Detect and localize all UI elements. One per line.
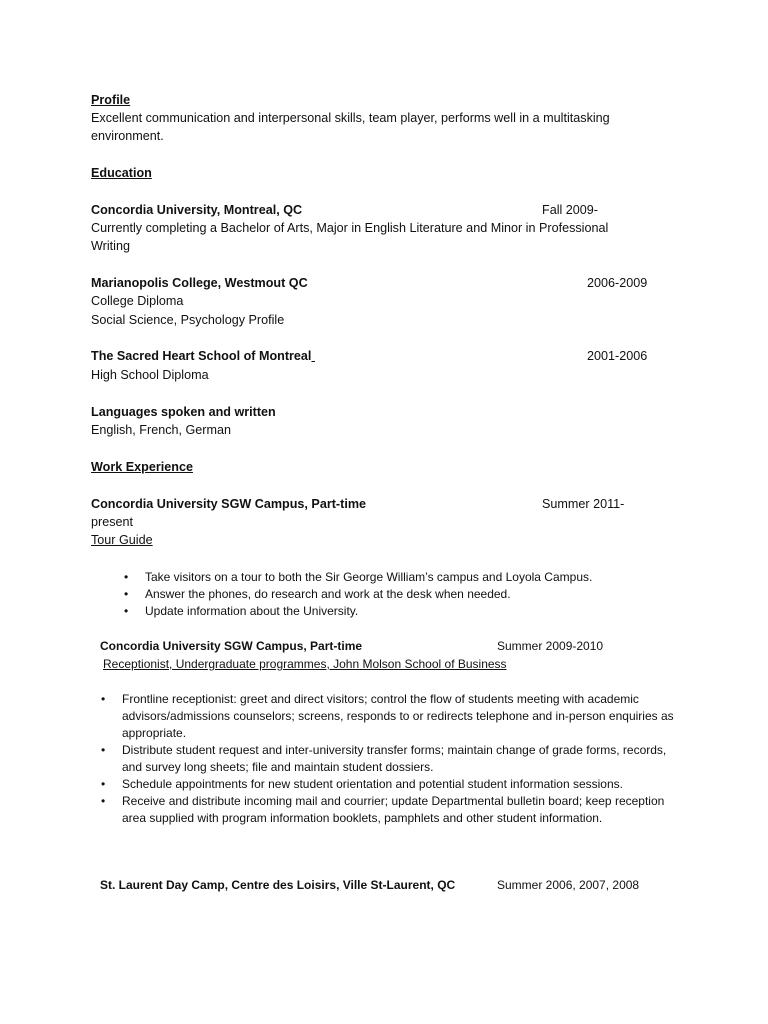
profile-text-line1: Excellent communication and interpersonal skills, team player, performs well in a multitasking [91, 111, 610, 125]
job-employer-1: Concordia University SGW Campus, Part-time [91, 497, 367, 511]
education-date-1: Fall 2009- [542, 203, 599, 217]
education-heading: Education [91, 166, 152, 180]
education-date-3: 2001-2006 [587, 349, 648, 363]
job-bullet: • Take visitors on a tour to both the Sir George William’s campus and Loyola Campus. [124, 570, 593, 584]
profile-text-line2: environment. [91, 129, 164, 143]
job-title-2: Receptionist, Undergraduate programmes, John Molson School of Business [103, 657, 507, 671]
education-school-1: Concordia University, Montreal, QC [91, 203, 303, 217]
job-bullet: • Receive and distribute incoming mail and courrier; update Departmental bulletin board; keep reception area supplied with program information booklets, pamphlets and other student information. [101, 794, 665, 825]
job-bullet: • Update information about the University. [124, 604, 359, 618]
job-date-1: Summer 2011- [542, 497, 625, 511]
languages-heading: Languages spoken and written [91, 405, 276, 419]
job-date-3: Summer 2006, 2007, 2008 [497, 878, 640, 892]
job-date-2: Summer 2009-2010 [497, 639, 604, 653]
job-bullet: • Distribute student request and inter-university transfer forms; maintain change of grade forms, records, and survey long sheets; file and maintain student dossiers. [101, 743, 667, 774]
education-detail-2b: Social Science, Psychology Profile [91, 313, 285, 327]
education-detail-2a: College Diploma [91, 294, 184, 308]
bullet-icon: • [124, 604, 129, 618]
bullet-icon: • [101, 794, 106, 808]
job-employer-3: St. Laurent Day Camp, Centre des Loisirs, Ville St-Laurent, QC [100, 878, 456, 892]
education-school-3: The Sacred Heart School of Montreal [91, 349, 312, 363]
job-title-1: Tour Guide [91, 533, 153, 547]
job-bullets-1 [124, 569, 705, 620]
bullet-icon: • [124, 587, 129, 601]
bullet-icon: • [101, 777, 106, 791]
job-employer-2: Concordia University SGW Campus, Part-time [100, 639, 363, 653]
bullet-icon: • [101, 743, 106, 757]
job-bullet: • Frontline receptionist: greet and direct visitors; control the flow of students meeting with academic advisors/admissions counselors; screens, responds to or redirects telephone and in-person enquiries as appropriate. [101, 692, 674, 740]
bullet-icon: • [124, 570, 129, 584]
job-bullets-2 [101, 691, 682, 827]
work-heading: Work Experience [91, 460, 193, 474]
education-detail-3a: High School Diploma [91, 368, 209, 382]
education-date-2: 2006-2009 [587, 276, 648, 290]
education-detail-1b: Writing [91, 239, 130, 253]
languages-text: English, French, German [91, 423, 231, 437]
job-bullet: • Answer the phones, do research and work at the desk when needed. [124, 587, 511, 601]
bullet-icon: • [101, 692, 106, 706]
job-bullet: • Schedule appointments for new student orientation and potential student information sessions. [101, 777, 623, 791]
job-date-1-cont: present [91, 515, 134, 529]
profile-heading: Profile [91, 93, 131, 107]
education-detail-1a: Currently completing a Bachelor of Arts, Major in English Literature and Minor in Professional [91, 221, 609, 235]
education-school-2: Marianopolis College, Westmout QC [91, 276, 308, 290]
